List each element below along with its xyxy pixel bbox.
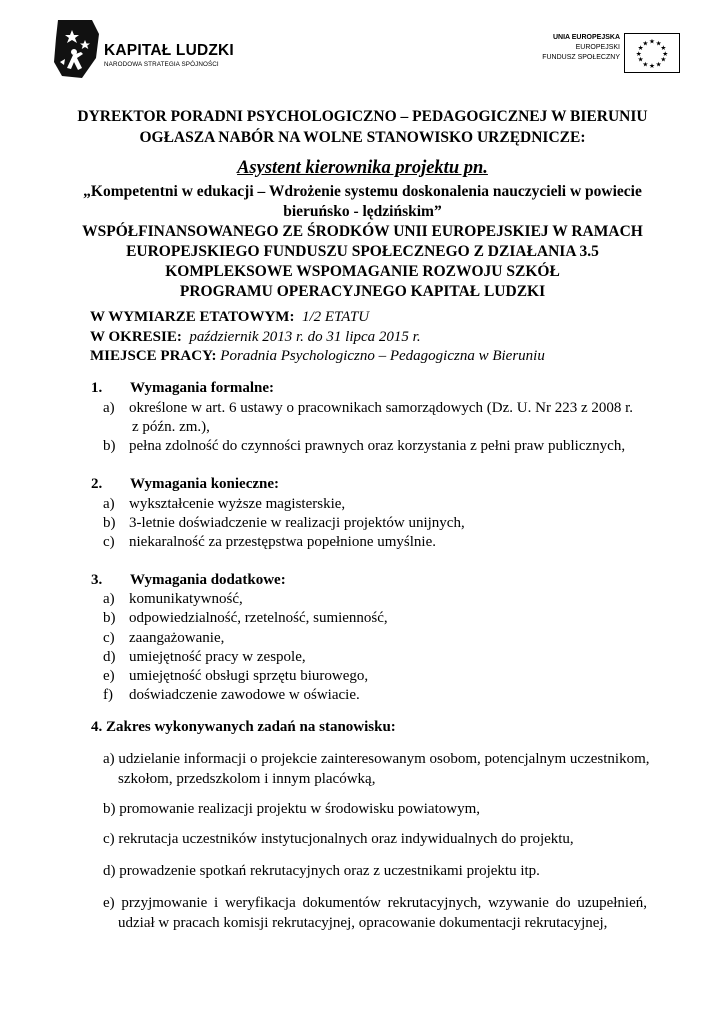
task-item: e) przyjmowanie i weryfikacja dokumentów rekrutacyjnych, wzywanie do uzupełnień, [103, 895, 647, 911]
svg-text:★: ★ [660, 55, 667, 64]
svg-text:★: ★ [642, 39, 649, 48]
list-item: doświadczenie zawodowe w oświacie. [129, 687, 360, 703]
svg-text:★: ★ [637, 55, 644, 64]
miejsce-value: Poradnia Psychologiczno – Pedagogiczna w Bieruniu [220, 348, 545, 364]
miejsce-row [90, 348, 545, 365]
eu-logo-line1: UNIA EUROPEJSKA [552, 34, 620, 41]
okres-value: październik 2013 r. do 31 lipca 2015 r. [189, 329, 421, 345]
list-item-letter: b) [103, 438, 116, 454]
section-3-number: 3. [91, 572, 103, 588]
svg-text:★: ★ [662, 49, 669, 58]
section-3-title: Wymagania dodatkowe: [130, 572, 286, 588]
okres-row [90, 329, 421, 346]
etat-label: W WYMIARZE ETATOWYM: [90, 309, 295, 325]
section-2-number: 2. [91, 476, 103, 492]
list-item: pełna zdolność do czynności prawnych oraz korzystania z pełni praw publicznych, [129, 438, 626, 454]
eu-logo-line3: FUNDUSZ SPOŁECZNY [542, 54, 620, 61]
kapital-ludzki-subtitle: NARODOWA STRATEGIA SPÓJNOŚCI [104, 61, 219, 68]
project-name-line2: bieruńsko - lędzińskim” [283, 203, 442, 220]
list-item-letter: d) [103, 649, 116, 665]
eu-efs-logo [532, 33, 680, 73]
project-name-line1: „Kompetentni w edukacji – Wdrożenie systemu doskonalenia nauczycieli w powiecie [83, 183, 642, 200]
section-1-title: Wymagania formalne: [130, 380, 275, 396]
task-item: a) udzielanie informacji o projekcie zainteresowanym osobom, potencjalnym uczestnikom, [103, 751, 650, 767]
list-item: niekaralność za przestępstwa popełnione umyślnie. [129, 534, 436, 550]
list-item: umiejętność pracy w zespole, [129, 649, 306, 665]
task-item: c) rekrutacja uczestników instytucjonalnych oraz indywidualnych do projektu, [103, 831, 574, 847]
task-item-continuation: udział w pracach komisji rekrutacyjnej, opracowanie dokumentacji rekrutacyjnej, [118, 915, 608, 931]
heading-line2: OGŁASZA NABÓR NA WOLNE STANOWISKO URZĘDNICZE: [139, 129, 586, 146]
task-item-continuation: szkołom, przedszkolom i innym placówką, [118, 771, 376, 787]
list-item: 3-letnie doświadczenie w realizacji projektów unijnych, [129, 515, 465, 531]
kapital-ludzki-title: KAPITAŁ LUDZKI [104, 42, 234, 59]
list-item: komunikatywność, [129, 591, 243, 607]
eu-logo-text [532, 33, 620, 63]
okres-label: W OKRESIE: [90, 329, 182, 345]
svg-text:★: ★ [637, 44, 644, 53]
etat-value: 1/2 ETATU [301, 309, 370, 325]
position-title: Asystent kierownika projektu pn. [237, 158, 488, 178]
list-item-letter: a) [103, 400, 115, 416]
etat-row [90, 309, 369, 326]
section-2-title: Wymagania konieczne: [130, 476, 280, 492]
svg-text:★: ★ [649, 62, 655, 71]
miejsce-label: MIEJSCE PRACY: [90, 348, 217, 364]
list-item-letter: b) [103, 610, 116, 626]
section-4-title: 4. Zakres wykonywanych zadań na stanowisku: [91, 719, 396, 735]
kapital-ludzki-logo [52, 18, 252, 80]
funding-line4: PROGRAMU OPERACYJNEGO KAPITAŁ LUDZKI [179, 283, 546, 300]
eu-flag-icon [624, 33, 680, 73]
svg-text:★: ★ [649, 37, 655, 46]
list-item: wykształcenie wyższe magisterskie, [129, 496, 346, 512]
eu-logo-line2: EUROPEJSKI [575, 44, 620, 51]
svg-text:★: ★ [655, 39, 662, 48]
list-item-letter: c) [103, 534, 115, 550]
funding-line1: WSPÓŁFINANSOWANEGO ZE ŚRODKÓW UNII EUROPEJSKIEJ W RAMACH [82, 223, 643, 240]
svg-text:★: ★ [660, 44, 667, 53]
list-item: zaangażowanie, [129, 630, 225, 646]
list-item: umiejętność obsługi sprzętu biurowego, [129, 668, 369, 684]
list-item-letter: a) [103, 591, 115, 607]
heading-line1: DYREKTOR PORADNI PSYCHOLOGICZNO – PEDAGOGICZNEJ W BIERUNIU [77, 108, 648, 125]
svg-text:★: ★ [635, 49, 642, 58]
list-item: określone w art. 6 ustawy o pracownikach samorządowych (Dz. U. Nr 223 z 2008 r. [129, 400, 634, 416]
list-item-letter: e) [103, 668, 115, 684]
section-1-number: 1. [91, 380, 103, 396]
funding-line2: EUROPEJSKIEGO FUNDUSZU SPOŁECZNEGO Z DZIAŁANIA 3.5 [126, 243, 599, 260]
task-item: d) prowadzenie spotkań rekrutacyjnych oraz z uczestnikami projektu itp. [103, 863, 540, 879]
kapital-ludzki-mark-icon [52, 18, 102, 80]
svg-text:★: ★ [642, 60, 649, 69]
list-item-letter: b) [103, 515, 116, 531]
list-item: odpowiedzialność, rzetelność, sumienność, [129, 610, 388, 626]
svg-text:★: ★ [655, 60, 662, 69]
list-item-continuation: z późn. zm.), [132, 419, 210, 435]
list-item-letter: c) [103, 630, 115, 646]
list-item-letter: f) [103, 687, 113, 703]
funding-line3: KOMPLEKSOWE WSPOMAGANIE ROZWOJU SZKÓŁ [165, 263, 560, 280]
list-item-letter: a) [103, 496, 115, 512]
task-item: b) promowanie realizacji projektu w środowisku powiatowym, [103, 801, 480, 817]
